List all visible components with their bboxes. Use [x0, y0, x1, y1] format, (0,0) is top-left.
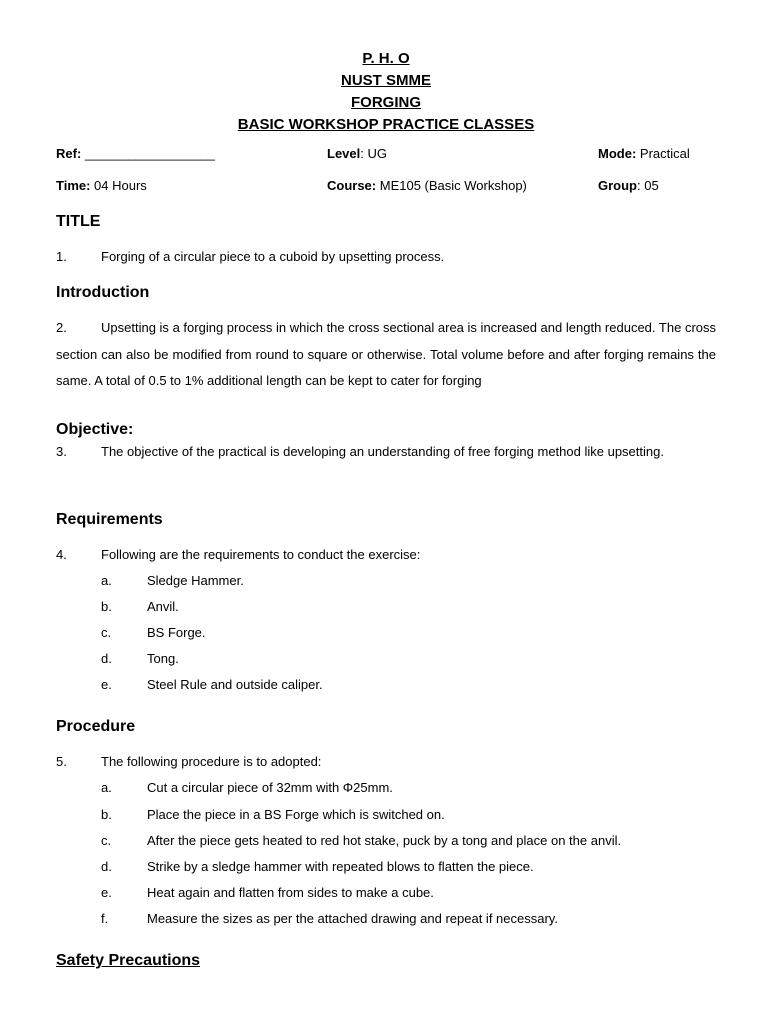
meta-group — [598, 177, 659, 195]
item-number-5: 5. — [56, 754, 67, 769]
time-value: 04 Hours — [90, 178, 147, 193]
requirement-label: d. — [101, 651, 112, 666]
requirement-label: b. — [101, 599, 112, 614]
section-heading-safety: Safety Precautions — [56, 952, 201, 969]
meta-time — [56, 177, 147, 195]
item-number-1: 1. — [56, 249, 67, 264]
item-number-3: 3. — [56, 444, 67, 459]
requirement-label: e. — [101, 677, 112, 692]
course-label: Course: — [327, 178, 377, 193]
procedure-step: After the piece gets heated to red hot stake, puck by a tong and place on the anvil. — [147, 833, 622, 848]
procedure-step: Place the piece in a BS Forge which is switched on. — [147, 807, 445, 822]
course-value: ME105 (Basic Workshop) — [376, 178, 527, 193]
meta-mode — [598, 145, 690, 163]
group-label: Group — [598, 178, 637, 193]
section-heading-title: TITLE — [56, 213, 101, 230]
header-line-subject: FORGING — [351, 94, 421, 111]
procedure-step: Strike by a sledge hammer with repeated blows to flatten the piece. — [147, 859, 534, 874]
header-line-institution: NUST SMME — [341, 72, 431, 89]
requirement-item: Sledge Hammer. — [147, 573, 244, 588]
level-label: Level — [327, 146, 361, 161]
procedure-step-label: e. — [101, 885, 112, 900]
level-value: : UG — [360, 146, 387, 161]
requirement-label: a. — [101, 573, 112, 588]
requirement-item: Steel Rule and outside caliper. — [147, 677, 323, 692]
procedure-step: Cut a circular piece of 32mm with Φ25mm. — [147, 780, 393, 795]
meta-level — [327, 145, 387, 163]
item-number-4: 4. — [56, 547, 67, 562]
section-heading-objective: Objective: — [56, 421, 134, 438]
requirement-label: c. — [101, 625, 112, 640]
section-heading-procedure: Procedure — [56, 718, 136, 735]
procedure-step-label: a. — [101, 780, 112, 795]
header-line-class-title: BASIC WORKSHOP PRACTICE CLASSES — [237, 116, 535, 133]
procedure-intro: The following procedure is to adopted: — [101, 754, 322, 769]
requirements-intro: Following are the requirements to conduct the exercise: — [101, 547, 421, 562]
group-value: : 05 — [637, 178, 659, 193]
meta-ref — [56, 145, 215, 163]
objective-text: The objective of the practical is developing an understanding of free forging method like upsetting. — [101, 444, 664, 459]
procedure-step-label: c. — [101, 833, 112, 848]
procedure-step-label: f. — [101, 911, 109, 926]
section-heading-requirements: Requirements — [56, 511, 163, 528]
ref-label: Ref: — [56, 146, 82, 161]
requirement-item: BS Forge. — [147, 625, 206, 640]
header-line-pho: P. H. O — [362, 50, 410, 67]
procedure-step: Heat again and flatten from sides to make a cube. — [147, 885, 434, 900]
procedure-step-label: d. — [101, 859, 112, 874]
title-text: Forging of a circular piece to a cuboid by upsetting process. — [101, 249, 445, 264]
procedure-step: Measure the sizes as per the attached drawing and repeat if necessary. — [147, 911, 558, 926]
section-heading-introduction: Introduction — [56, 284, 150, 301]
mode-value: Practical — [636, 146, 690, 161]
meta-course — [327, 177, 527, 195]
item-number-2: 2. — [56, 320, 67, 335]
procedure-step-label: b. — [101, 807, 112, 822]
introduction-paragraph: Upsetting is a forging process in which the cross sectional area is increased and length reduced. The cross section can also be modified from round to square or otherwise. Total volume before and after forging remains the same. A total of 0.5 to 1% additional length can be kept to cater for forging — [56, 320, 716, 388]
time-label: Time: — [56, 178, 91, 193]
requirement-item: Tong. — [147, 651, 179, 666]
mode-label: Mode: — [598, 146, 637, 161]
requirement-item: Anvil. — [147, 599, 179, 614]
ref-value: __________________ — [81, 146, 216, 161]
